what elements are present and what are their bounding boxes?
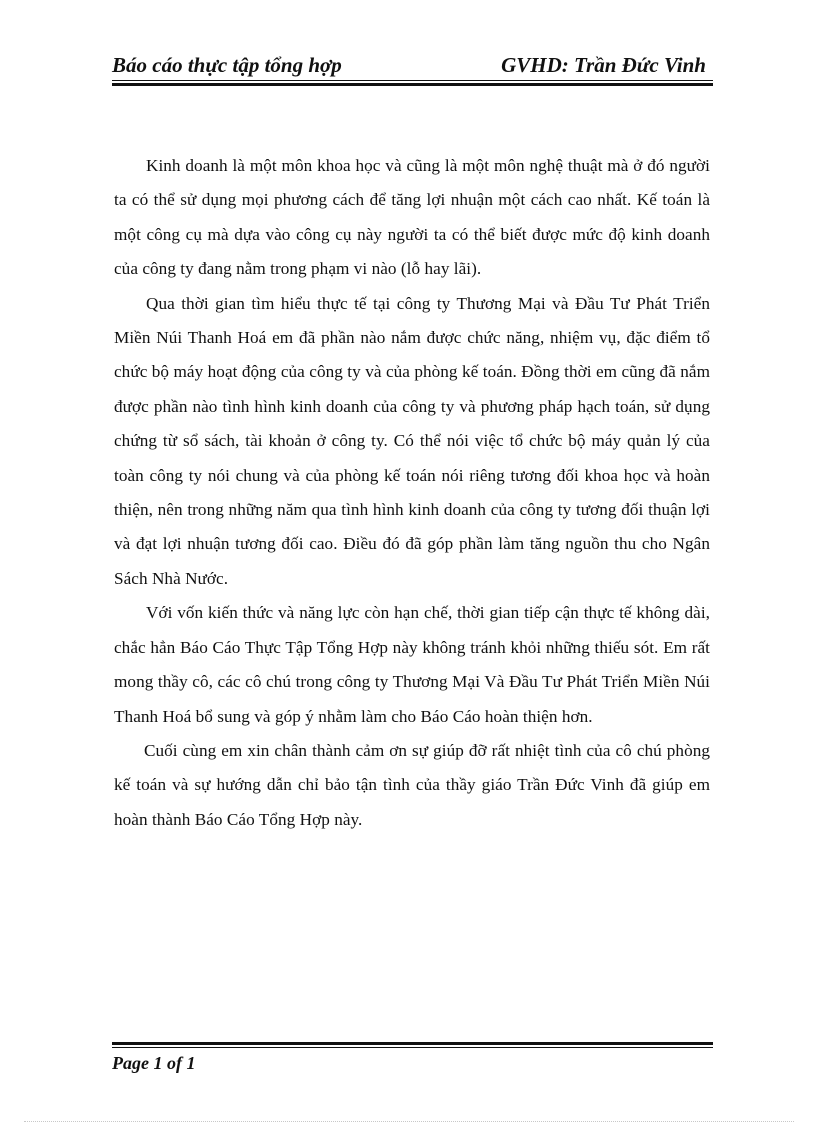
header-supervisor: GVHD: Trần Đức Vinh	[501, 53, 706, 77]
header-report-title: Báo cáo thực tập tổng hợp	[112, 53, 342, 77]
page-number: Page 1 of 1	[112, 1053, 196, 1073]
header-rule	[112, 80, 713, 81]
paragraph-1: Kinh doanh là một môn khoa học và cũng là một môn nghệ thuật mà ở đó người ta có thể sử dụng mọi phương cách để tăng lợi nhuận một cách cao nhất. Kế toán là một công cụ mà dựa vào công cụ này người ta có thể biết được mức độ kinh doanh của công ty đang nằm trong phạm vi nào (lỗ hay lãi).	[114, 156, 710, 279]
body-text	[114, 149, 710, 837]
paragraph-2: Qua thời gian tìm hiểu thực tế tại công ty Thương Mại và Đầu Tư Phát Triển Miền Núi Thanh Hoá em đã phần nào nắm được chức năng, nhiệm vụ, đặc điểm tổ chức bộ máy hoạt động của công ty và của phòng kế toán. Đồng thời em cũng đã nắm được phần nào tình hình kinh doanh của công ty và phương pháp hạch toán, sử dụng chứng từ sổ sách, tài khoản ở công ty. Có thể nói việc tổ chức bộ máy quản lý của toàn công ty nói chung và của phòng kế toán nói riêng tương đối khoa học và hoàn thiện, nên trong những năm qua tình hình kinh doanh của công ty tương đối thuận lợi và đạt lợi nhuận tương đối cao. Điều đó đã góp phần làm tăng nguồn thu cho Ngân Sách Nhà Nước.	[114, 293, 710, 588]
page-header	[112, 52, 712, 78]
page-edge-divider	[24, 1121, 794, 1122]
paragraph-4: Cuối cùng em xin chân thành cảm ơn sự giúp đỡ rất nhiệt tình của cô chú phòng kế toán và sự hướng dẫn chỉ bảo tận tình của thầy giáo Trần Đức Vinh đã giúp em hoàn thành Báo Cáo Tổng Hợp này.	[114, 740, 710, 829]
paragraph-3: Với vốn kiến thức và năng lực còn hạn chế, thời gian tiếp cận thực tế không dài, chắc hẳn Báo Cáo Thực Tập Tổng Hợp này không tránh khỏi những thiếu sót. Em rất mong thầy cô, các cô chú trong công ty Thương Mại Và Đầu Tư Phát Triển Miền Núi Thanh Hoá bổ sung và góp ý nhằm làm cho Báo Cáo hoàn thiện hơn.	[114, 603, 710, 726]
footer-rule	[112, 1047, 713, 1048]
header-rule-thick	[112, 83, 713, 86]
footer-rule-thick	[112, 1042, 713, 1045]
